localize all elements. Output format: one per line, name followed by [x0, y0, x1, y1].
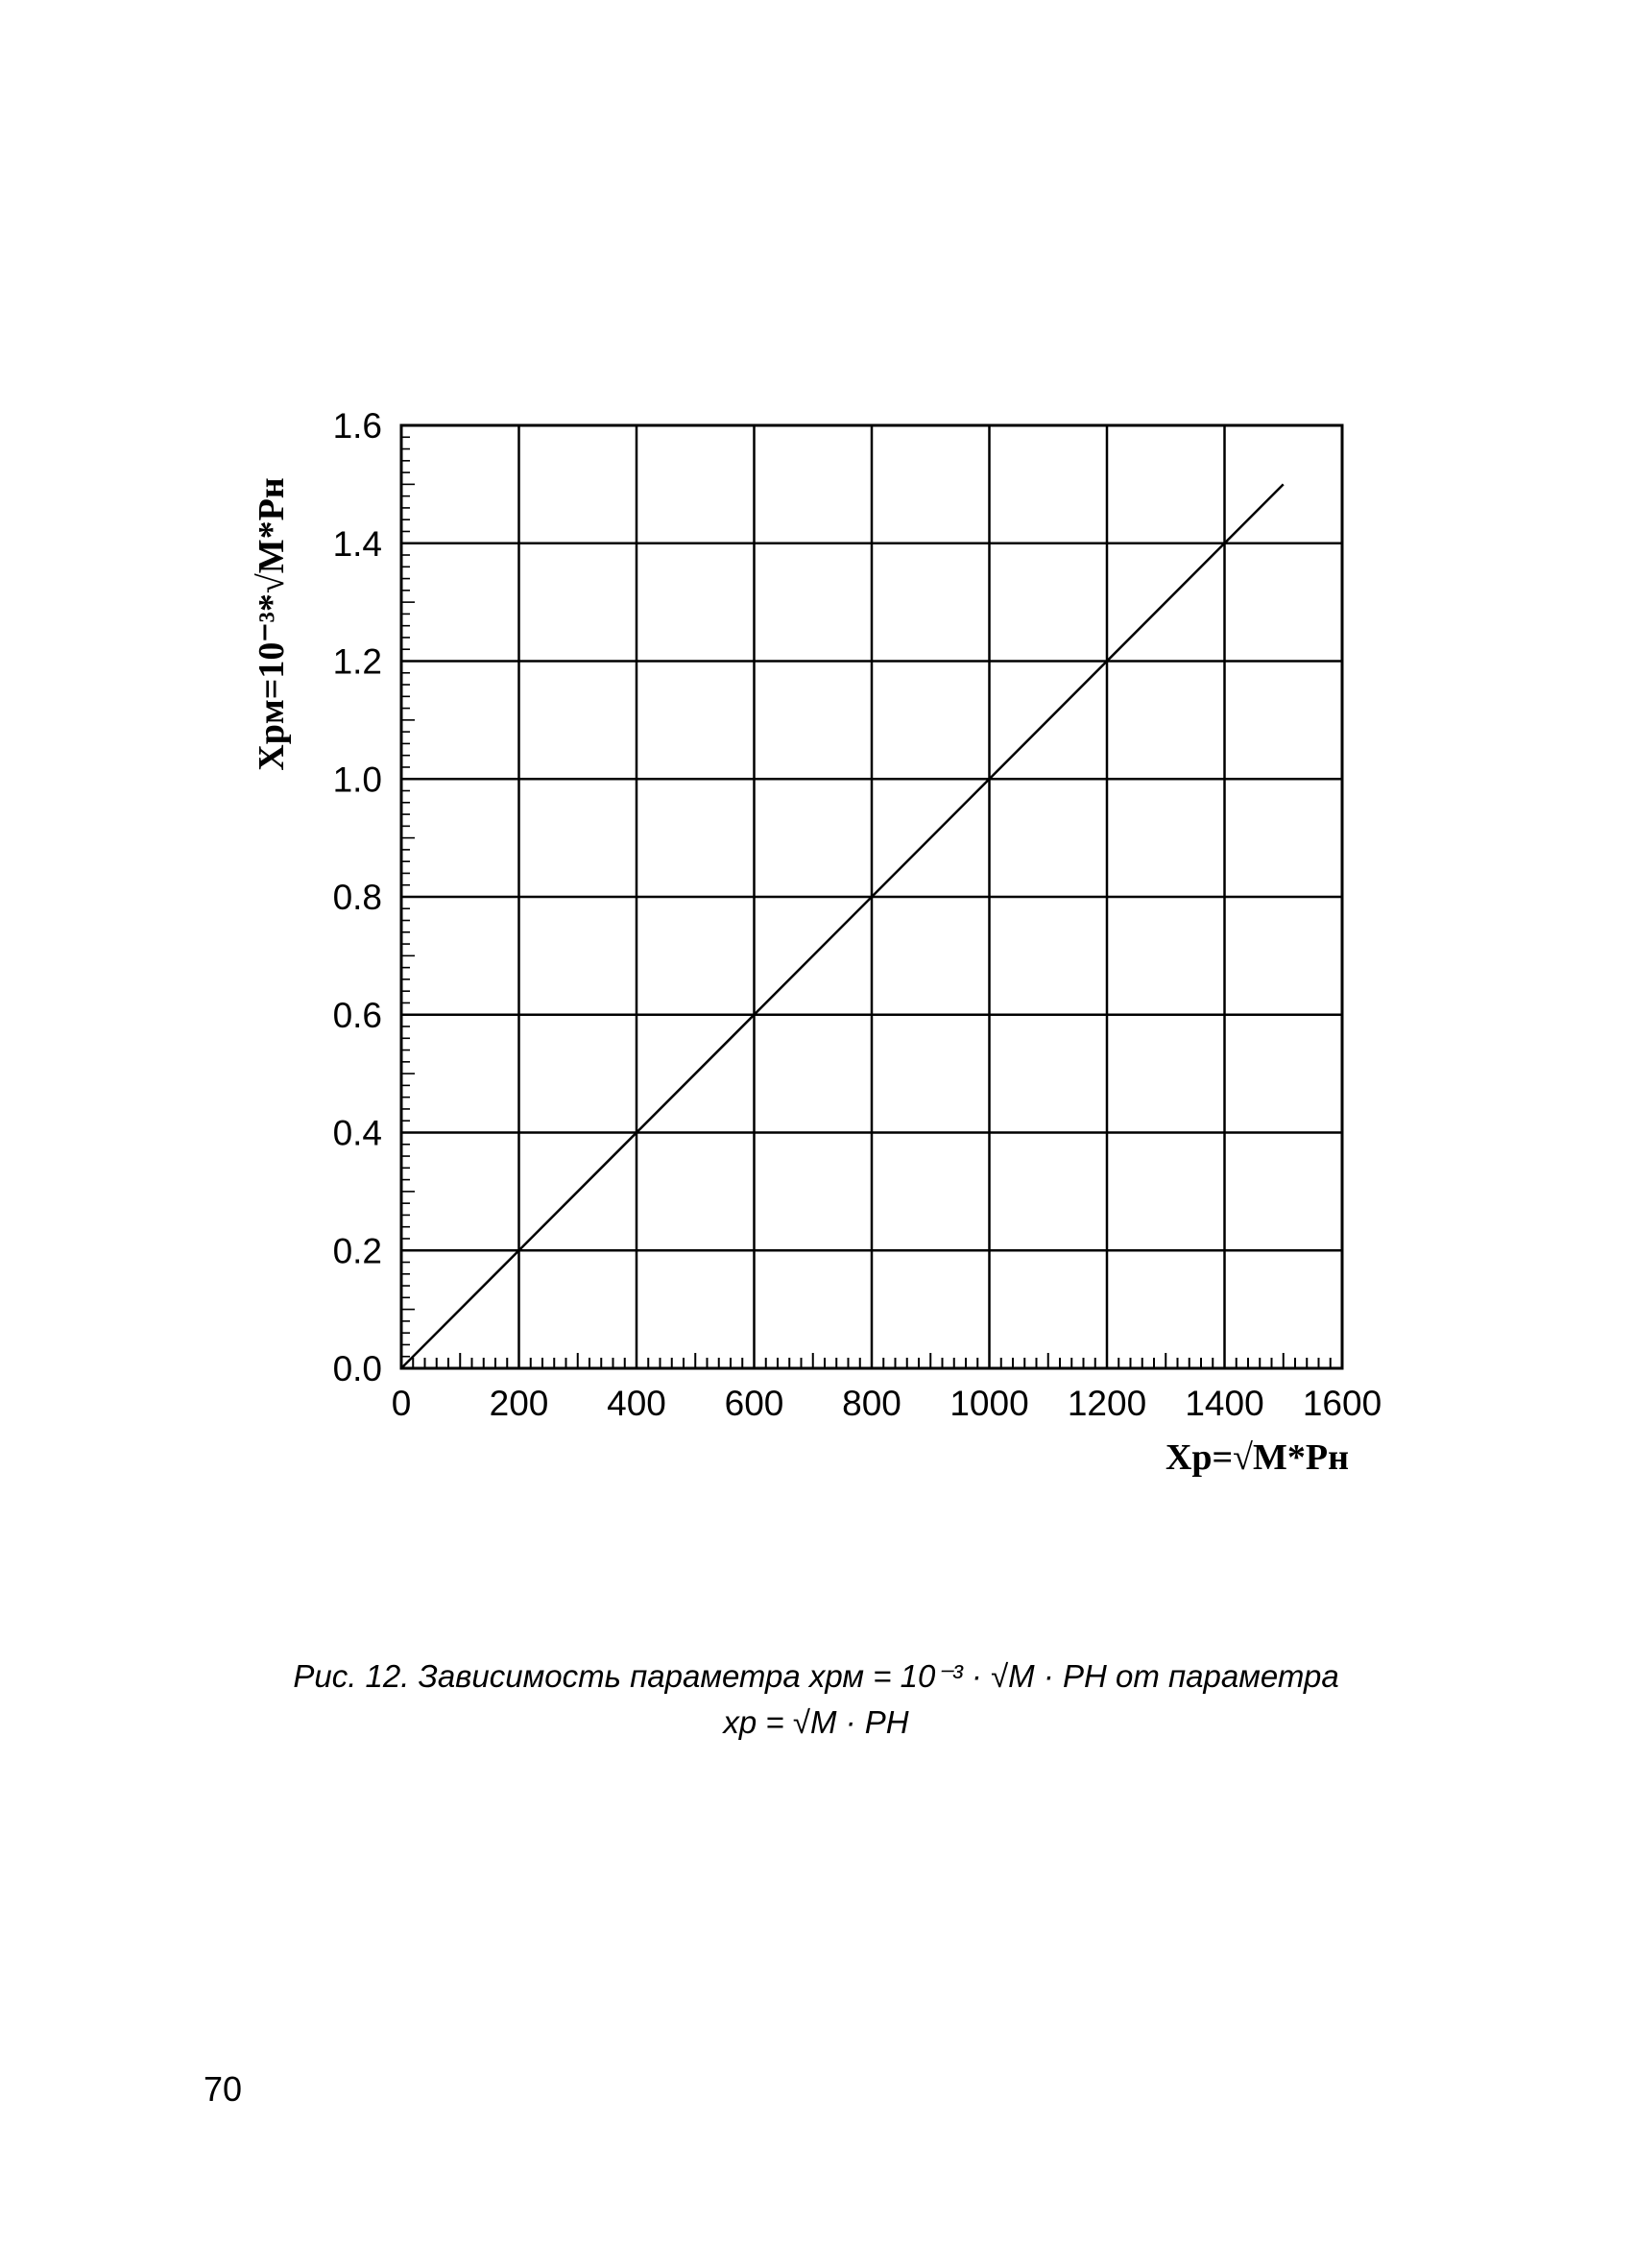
x-tick-label: 400	[607, 1384, 666, 1423]
caption-line-1: Рис. 12. Зависимость параметра xрм = 10⁻³ · √M · PН от параметра	[293, 1658, 1339, 1694]
x-tick-label: 200	[489, 1384, 549, 1423]
y-tick-label: 1.2	[332, 641, 382, 682]
x-tick-label: 1600	[1302, 1384, 1382, 1423]
figure-caption	[163, 1653, 1469, 1746]
y-tick-label: 0.2	[332, 1231, 382, 1271]
y-tick-label: 1.4	[332, 523, 382, 564]
y-tick-label: 0.6	[332, 995, 382, 1035]
page-number: 70	[204, 2069, 243, 2109]
y-tick-labels	[333, 406, 382, 1388]
x-tick-label: 800	[842, 1384, 901, 1423]
y-tick-label: 0.0	[332, 1349, 382, 1388]
x-tick-label: 1400	[1185, 1384, 1264, 1423]
series-layer	[401, 484, 1284, 1368]
y-tick-label: 0.8	[332, 878, 382, 917]
x-tick-label: 1200	[1067, 1384, 1147, 1423]
y-tick-label: 1.6	[332, 406, 382, 446]
y-tick-label: 1.0	[332, 760, 382, 800]
x-tick-label: 1000	[949, 1384, 1029, 1423]
x-axis-label: Xp=√M*Pн	[1165, 1437, 1349, 1478]
y-tick-label: 0.4	[332, 1113, 382, 1153]
series-line	[401, 484, 1284, 1368]
x-tick-label: 600	[724, 1384, 784, 1423]
x-tick-label: 0	[391, 1384, 412, 1423]
caption-line-2: xр = √M · PН	[723, 1704, 909, 1740]
y-axis-label: Xpм=10⁻³*√M*Pн	[252, 477, 292, 771]
x-tick-labels	[392, 1384, 1382, 1423]
